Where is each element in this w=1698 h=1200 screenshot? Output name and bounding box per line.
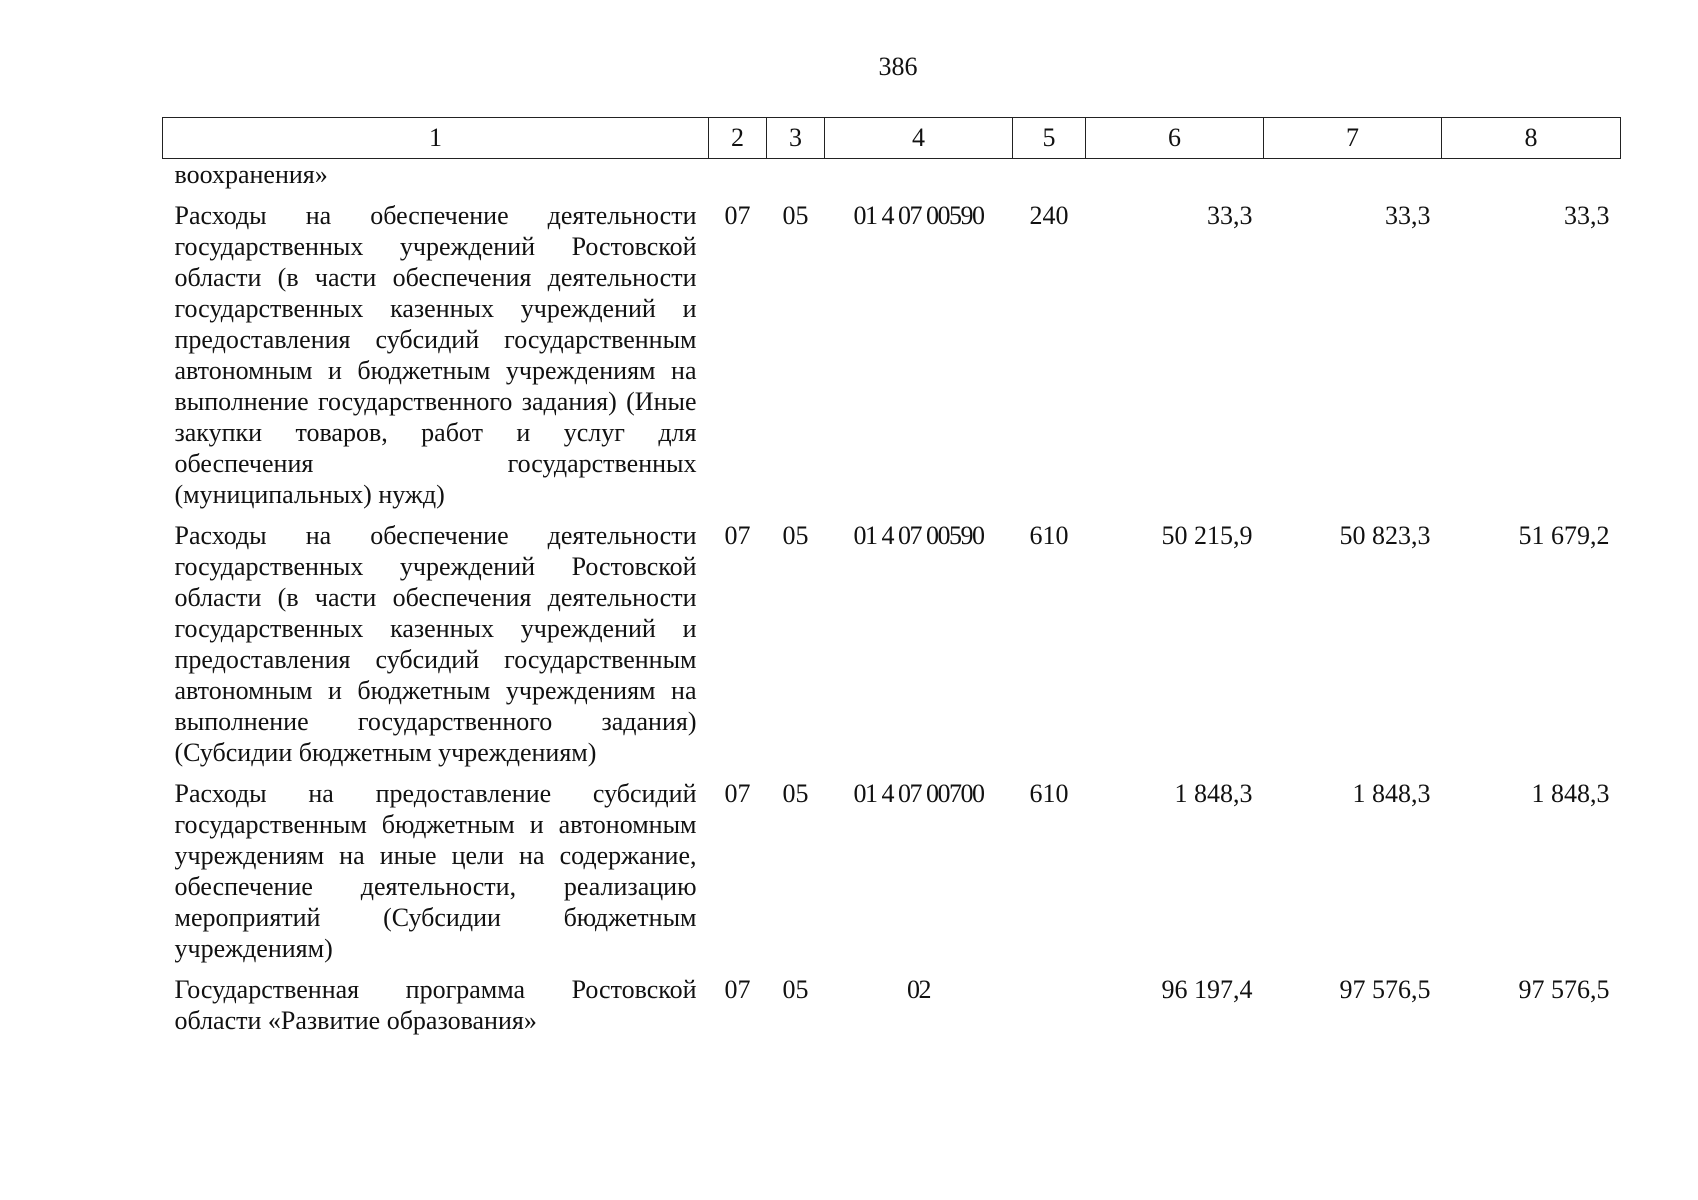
row-section: 07 <box>724 521 751 550</box>
row-target-code: 02 <box>907 975 930 1004</box>
row-subsection: 05 <box>782 521 809 550</box>
row-target-code: 01 4 07 00700 <box>853 779 984 808</box>
row-amount-col8: 97 576,5 <box>1518 975 1610 1004</box>
header-col-2: 2 <box>709 118 767 159</box>
budget-table <box>162 117 1621 1036</box>
table-row <box>163 190 1621 510</box>
row-section: 07 <box>724 975 751 1004</box>
row-target-code: 01 4 07 00590 <box>853 521 984 550</box>
row-amount-col8: 33,3 <box>1564 201 1610 230</box>
header-col-1: 1 <box>163 118 709 159</box>
row-amount-col6: 50 215,9 <box>1161 521 1253 550</box>
table-row-continuation <box>163 159 1621 191</box>
row-description: Расходы на обеспечение деятельности государственных учреждений Ростовской области (в части обеспечения деятельности государственных казенных учреждений и предоставления субсидий государственным автономным и бюджетным учреждениям на выполнение государственного задания) (Субсидии бюджетным учреждениям) <box>174 521 697 767</box>
row-amount-col7: 33,3 <box>1385 201 1431 230</box>
row-expense-type: 240 <box>1029 201 1069 230</box>
row-subsection: 05 <box>782 779 809 808</box>
continuation-text: воохранения» <box>174 160 328 189</box>
header-col-6: 6 <box>1086 118 1264 159</box>
header-col-5: 5 <box>1013 118 1086 159</box>
table-row <box>163 510 1621 768</box>
row-description: Расходы на предоставление субсидий государственным бюджетным и автономным учреждениям на иные цели на содержание, обеспечение деятельности, реализацию мероприятий (Субсидии бюджетным учреждениям) <box>174 779 697 963</box>
row-expense-type <box>1013 964 1086 1036</box>
header-col-7: 7 <box>1264 118 1442 159</box>
row-description: Расходы на обеспечение деятельности государственных учреждений Ростовской области (в части обеспечения деятельности государственных казенных учреждений и предоставления субсидий государственным автономным и бюджетным учреждениям на выполнение государственного задания) (Иные закупки товаров, работ и услуг для обеспечения государственных (муниципальных) нужд) <box>174 201 697 509</box>
row-amount-col6: 33,3 <box>1207 201 1253 230</box>
row-subsection: 05 <box>782 201 809 230</box>
header-col-3: 3 <box>767 118 825 159</box>
header-col-8: 8 <box>1442 118 1621 159</box>
row-target-code: 01 4 07 00590 <box>853 201 984 230</box>
table-row <box>163 964 1621 1036</box>
row-section: 07 <box>724 779 751 808</box>
row-amount-col7: 1 848,3 <box>1352 779 1431 808</box>
row-section: 07 <box>724 201 751 230</box>
row-amount-col6: 1 848,3 <box>1174 779 1253 808</box>
row-amount-col8: 51 679,2 <box>1518 521 1610 550</box>
row-amount-col8: 1 848,3 <box>1531 779 1610 808</box>
table-row <box>163 768 1621 964</box>
row-expense-type: 610 <box>1029 521 1069 550</box>
header-col-4: 4 <box>825 118 1013 159</box>
row-description: Государственная программа Ростовской области «Развитие образования» <box>174 975 697 1035</box>
table-header-row <box>163 118 1621 159</box>
row-amount-col6: 96 197,4 <box>1161 975 1253 1004</box>
row-expense-type: 610 <box>1029 779 1069 808</box>
row-amount-col7: 50 823,3 <box>1339 521 1431 550</box>
row-amount-col7: 97 576,5 <box>1339 975 1431 1004</box>
row-subsection: 05 <box>782 975 809 1004</box>
page-number: 386 <box>878 52 918 81</box>
